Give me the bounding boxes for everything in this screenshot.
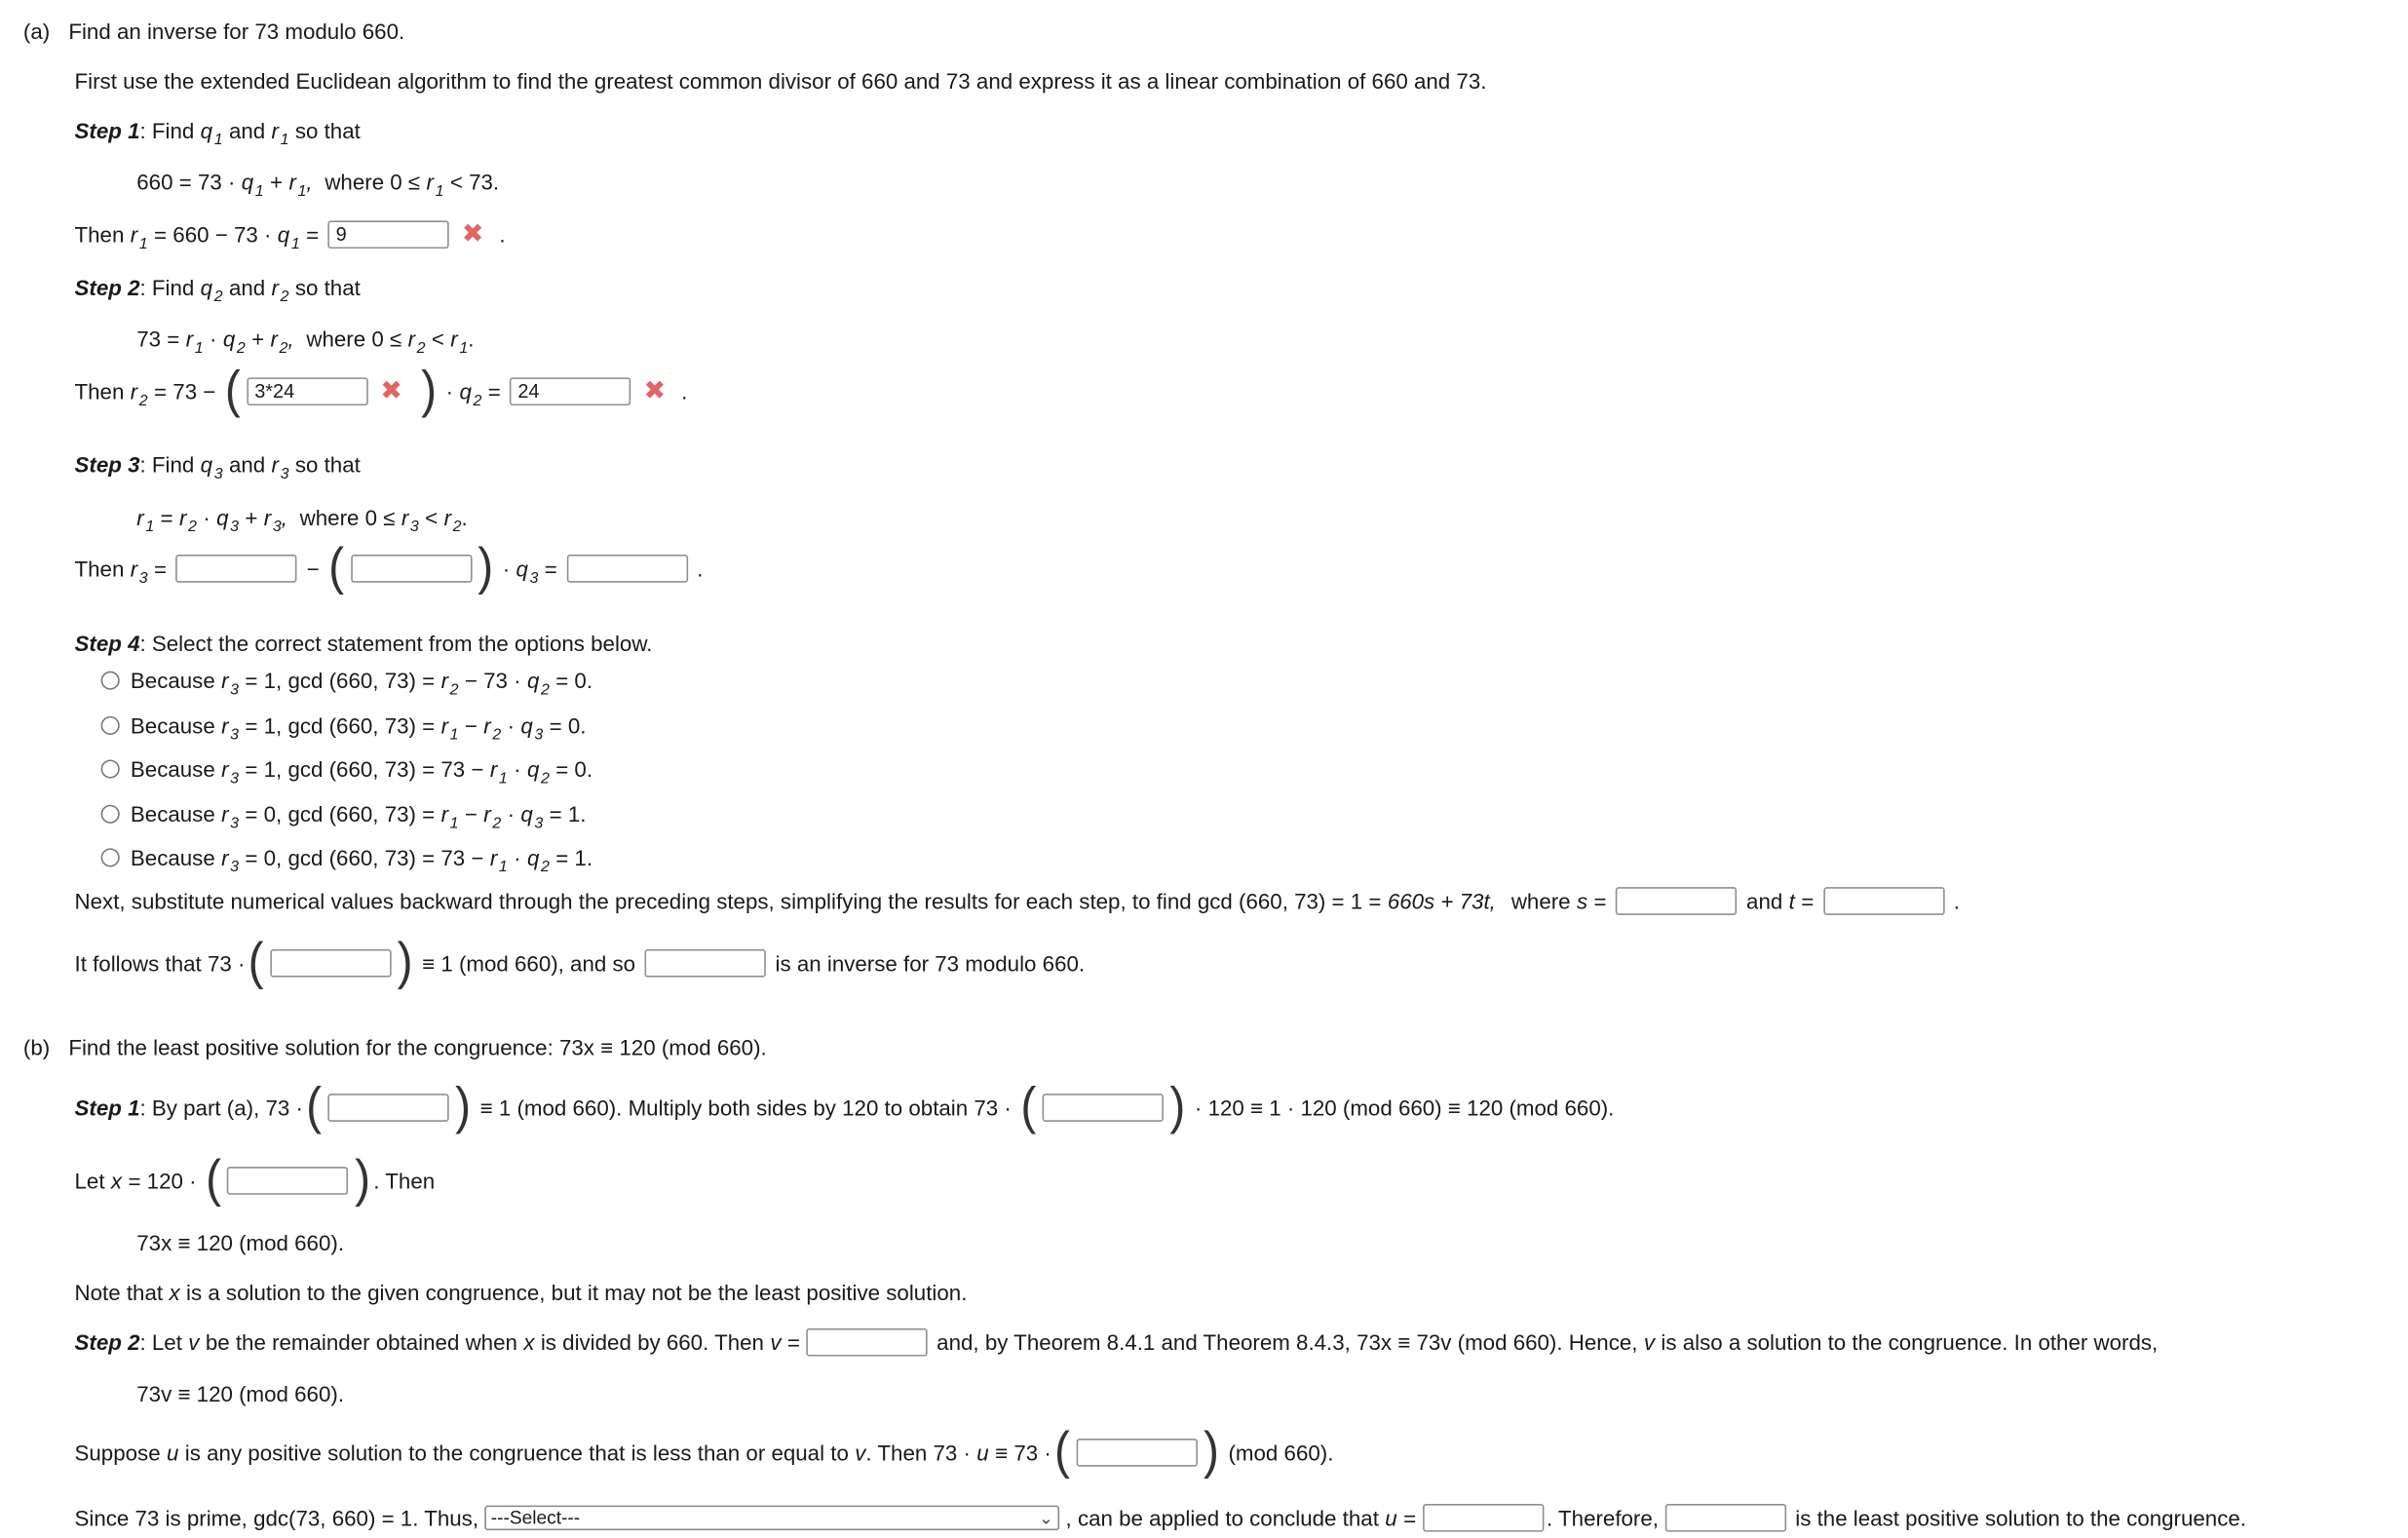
step3-equation: r $_1$ = r $_2$ · q $_3$ + r $_3$, where 0 ≤ r $_3$ < r $_2$ . [136, 505, 468, 536]
var-q: q $_1$ [200, 118, 223, 150]
t-input[interactable] [1823, 887, 1944, 915]
step2-equation: 73 = r $_1$ · q $_2$ + r $_2$, where 0 ≤ r $_2$ < r $_1$ . [136, 326, 475, 358]
radio-button[interactable] [101, 672, 120, 690]
u-input[interactable] [1423, 1504, 1544, 1532]
step4-option-5[interactable]: Because r $_3$ = 0, gcd (660, 73) = 73 − r $_1$ · q $_2$ = 1. [101, 840, 599, 874]
step4-title: Step 4 [74, 631, 140, 656]
chevron-down-icon: ⌄ [1039, 1509, 1053, 1528]
step4-heading [75, 626, 653, 660]
s-input[interactable] [1616, 887, 1737, 915]
step2-input-2[interactable]: 24 [510, 377, 631, 405]
backsub-line: Next, substitute numerical values backward through the preceding steps, simplifying the results for each step, to find gcd (660, 73) = 1 = 660s + 73t, where s = and t = . [74, 888, 1960, 914]
let-x-input[interactable] [227, 1167, 348, 1195]
congruence-1: 73x ≡ 120 (mod 660). [136, 1230, 345, 1255]
step2-then: Then r $_2$ = 73 − ( 3*24 ✖ ) · q $_2$ = 24 ✖ . [74, 362, 688, 419]
step3-heading: Step 3 : Find q $_3$ and r $_3$ so that [74, 451, 361, 483]
step4-option-2[interactable]: Because r $_3$ = 1, gcd (660, 73) = r $_1$ − r $_2$ · q $_3$ = 0. [101, 709, 592, 743]
step2-input-1[interactable]: 3*24 [247, 377, 367, 405]
part-a-label: (a) [22, 19, 51, 44]
part-a-question: Find an inverse for 73 modulo 660. [68, 19, 405, 44]
part-a-intro [75, 63, 1487, 97]
radio-button[interactable] [101, 805, 120, 824]
note-line: Note that x is a solution to the given congruence, but it may not be the least positive solution. [74, 1280, 968, 1305]
so-that-text: so that [294, 118, 361, 143]
let-x-line: Let x = 120 · ( ) . Then [74, 1151, 436, 1209]
incorrect-icon: ✖ [461, 218, 484, 250]
suppose-line: Suppose u is any positive solution to the congruence that is less than or equal to v . Then 73 · u ≡ 73 · ( ) (mod 660). [74, 1423, 1334, 1480]
conclusion-line: Since 73 is prime, gdc(73, 660) = 1. Thus, ---Select--- ⌄ , can be applied to conclude that u = . Therefore, is the least positive solution to the congruence. [74, 1505, 2246, 1531]
step2-heading: Step 2 : Find q $_2$ and r $_2$ so that [74, 275, 361, 307]
part-b-step1-input-2[interactable] [1043, 1094, 1164, 1122]
step4-instruction: : Select the correct statement from the options below. [139, 631, 653, 656]
var-r: r $_1$ [130, 221, 148, 253]
step4-option-3[interactable]: Because r $_3$ = 1, gcd (660, 73) = 73 − r $_1$ · q $_2$ = 0. [101, 751, 599, 786]
linear-combination: 660s + 73t, [1387, 888, 1496, 914]
and-text: and [228, 118, 266, 143]
backsub-text: Next, substitute numerical values backward through the preceding steps, simplifying the results for each step, to find gcd (660, 73) = 1 = [74, 888, 1382, 914]
intro-text: First use the extended Euclidean algorithm to find the greatest common divisor of 660 and 73 and express it as a linear combination of 660 and 73. [74, 68, 1487, 94]
step3-title: Step 3 [74, 451, 140, 478]
part-b-question: Find the least positive solution for the congruence: 73x ≡ 120 (mod 660). [68, 1034, 767, 1060]
var-r: r $_1$ [271, 118, 289, 150]
var-r: r $_1$, [288, 169, 313, 201]
step1-title: Step 1 [74, 118, 140, 143]
then-expr: = 660 − 73 · [154, 221, 272, 248]
incorrect-icon: ✖ [380, 375, 403, 406]
least-solution-input[interactable] [1664, 1504, 1785, 1532]
part-a-header [23, 14, 404, 48]
step3-input-3[interactable] [566, 555, 687, 583]
part-b-header [23, 1030, 767, 1064]
step4-option-1[interactable]: Because r $_3$ = 1, gcd (660, 73) = r $_2$ − 73 · q $_2$ = 0. [101, 664, 599, 698]
var-q: q $_1$ [277, 221, 300, 253]
inverse-line: It follows that 73 · ( ) ≡ 1 (mod 660), and so is an inverse for 73 modulo 660. [74, 934, 1086, 991]
var-r: r $_1$ [426, 169, 444, 201]
then-text: Then [74, 221, 125, 248]
part-b-step1-input-1[interactable] [327, 1094, 448, 1122]
select-value: ---Select--- [490, 1507, 581, 1529]
step3-then: Then r $_3$ = − ( ) · q $_3$ = . [74, 539, 704, 596]
part-b-step2-title: Step 2 [74, 1329, 140, 1355]
v-input[interactable] [806, 1328, 927, 1357]
theorem-select[interactable] [484, 1506, 1059, 1531]
step1-find: : Find [139, 118, 195, 143]
suppose-input[interactable] [1076, 1439, 1197, 1467]
incorrect-icon: ✖ [643, 375, 667, 406]
step1-heading [74, 113, 367, 150]
step1-then: Then r $_1$ = 660 − 73 · q $_1$ = 9 ✖ . [74, 218, 506, 253]
where-text: where 0 ≤ [325, 169, 421, 195]
part-b-step1: Step 1 : By part (a), 73 · ( ) ≡ 1 (mod 660). Multiply both sides by 120 to obtain 73 · ( ) · 120 ≡ 1 · 120 (mod 660) ≡ 120 (mod 660). [74, 1078, 1615, 1135]
step3-input-2[interactable] [350, 555, 471, 583]
step1-equation: 660 = 73 · q $_1$ + r $_1$, where 0 ≤ r $_1$ < 73. [136, 169, 500, 201]
congruence-2: 73v ≡ 120 (mod 660). [136, 1381, 345, 1406]
inverse-factor-input[interactable] [270, 949, 391, 978]
step3-input-1[interactable] [176, 555, 297, 583]
radio-button[interactable] [101, 848, 120, 866]
bound-text: < 73. [449, 169, 500, 195]
step4-option-4[interactable]: Because r $_3$ = 0, gcd (660, 73) = r $_1$ − r $_2$ · q $_3$ = 1. [101, 797, 592, 831]
part-b-step1-title: Step 1 [74, 1095, 140, 1121]
radio-button[interactable] [101, 759, 120, 778]
r1-input[interactable]: 9 [328, 220, 449, 249]
inverse-input[interactable] [645, 949, 766, 978]
radio-button[interactable] [101, 716, 120, 735]
step2-title: Step 2 [74, 275, 140, 300]
part-b-step2: Step 2 : Let v be the remainder obtained when x is divided by 660. Then v = and, by Theorem 8.4.1 and Theorem 8.4.3, 73x ≡ 73v (mod 660). Hence, v is also a solution to the congruence. In other words, [74, 1329, 2159, 1355]
part-b-label: (b) [22, 1034, 51, 1060]
var-q: q $_1$ [241, 169, 264, 201]
equation-lhs: 660 = 73 · [136, 169, 236, 195]
